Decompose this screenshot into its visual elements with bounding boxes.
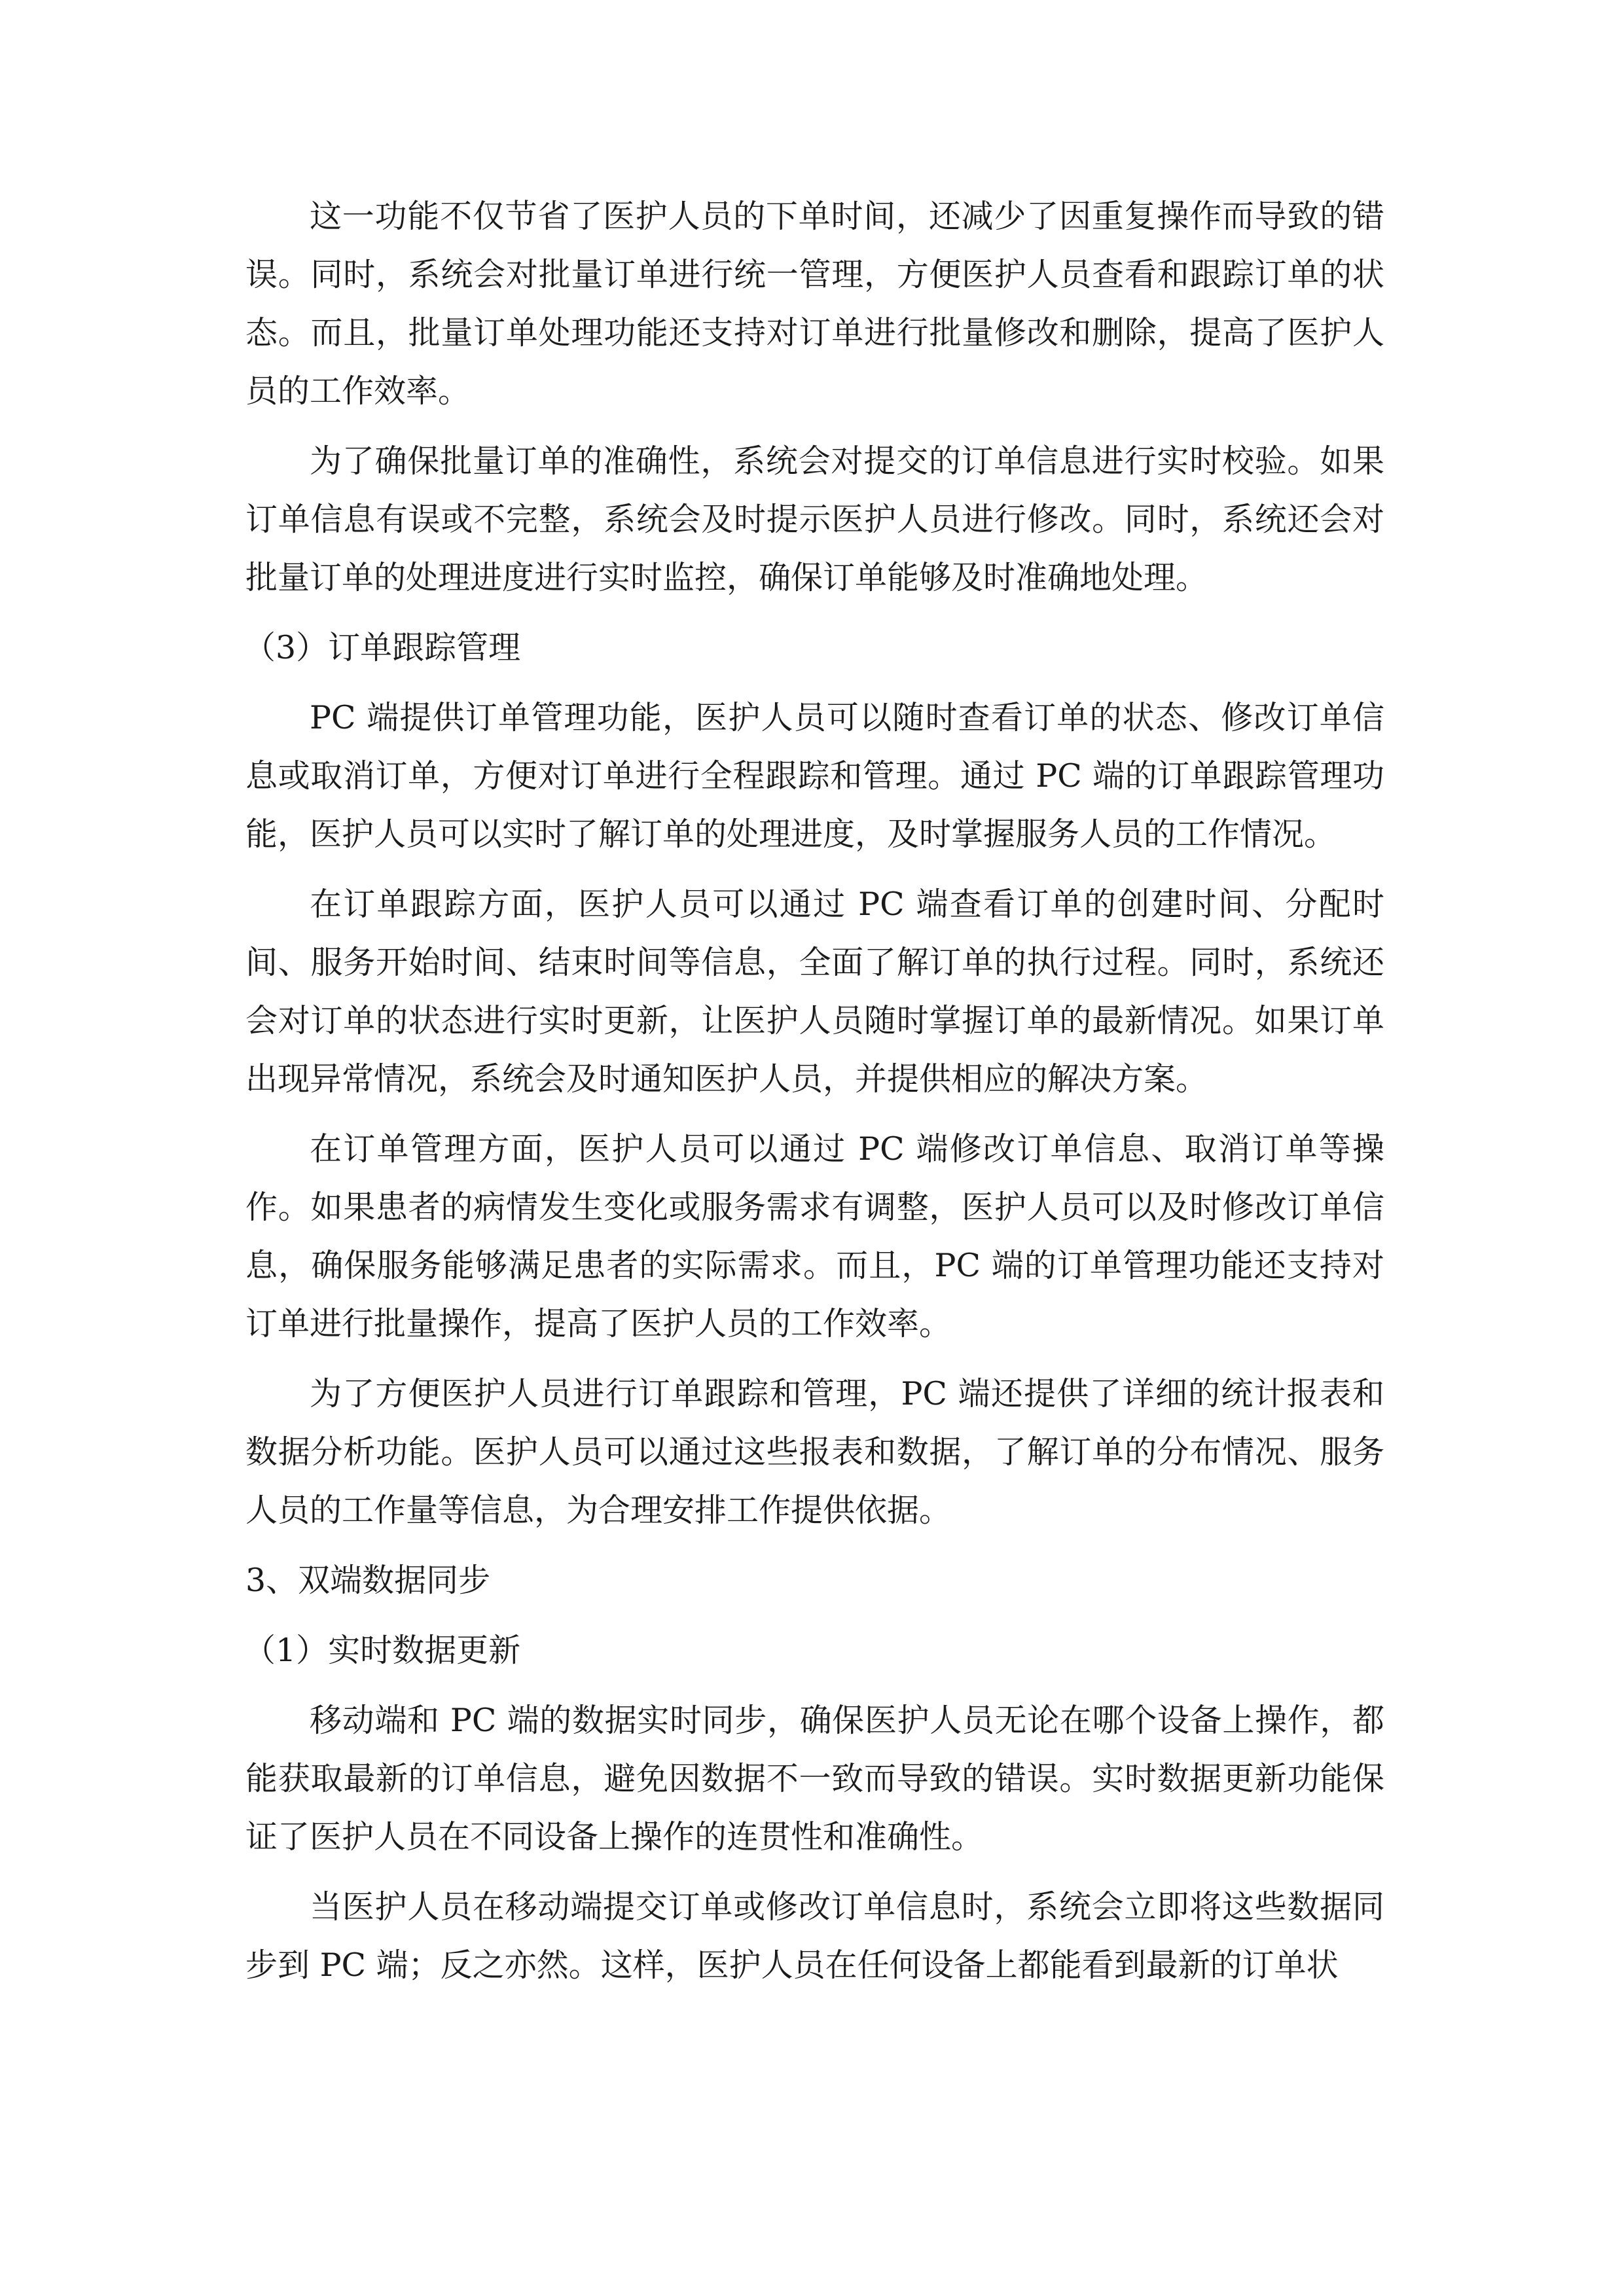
section-heading: （3）订单跟踪管理 xyxy=(244,629,521,666)
paragraph: 当医护人员在移动端提交订单或修改订单信息时，系统会立即将这些数据同步到 PC 端；反之亦然。这样，医护人员在任何设备上都能看到最新的订单状 xyxy=(245,1888,1384,1984)
section-heading: （1）实时数据更新 xyxy=(244,1632,521,1669)
section-heading: 3、双端数据同步 xyxy=(245,1562,491,1599)
document-page xyxy=(245,187,1384,2006)
paragraph: 在订单跟踪方面，医护人员可以通过 PC 端查看订单的创建时间、分配时间、服务开始时间、结束时间等信息，全面了解订单的执行过程。同时，系统还会对订单的状态进行实时更新，让医护人员随时掌握订单的最新情况。如果订单出现异常情况，系统会及时通知医护人员，并提供相应的解决方案。 xyxy=(245,886,1384,1098)
paragraph: 在订单管理方面，医护人员可以通过 PC 端修改订单信息、取消订单等操作。如果患者的病情发生变化或服务需求有调整，医护人员可以及时修改订单信息，确保服务能够满足患者的实际需求。而且，PC 端的订单管理功能还支持对订单进行批量操作，提高了医护人员的工作效率。 xyxy=(245,1130,1384,1342)
paragraph: 为了确保批量订单的准确性，系统会对提交的订单信息进行实时校验。如果订单信息有误或不完整，系统会及时提示医护人员进行修改。同时，系统还会对批量订单的处理进度进行实时监控，确保订单能够及时准确地处理。 xyxy=(245,442,1384,596)
paragraph: 为了方便医护人员进行订单跟踪和管理，PC 端还提供了详细的统计报表和数据分析功能。医护人员可以通过这些报表和数据，了解订单的分布情况、服务人员的工作量等信息，为合理安排工作提供依据。 xyxy=(245,1375,1384,1529)
paragraph: 这一功能不仅节省了医护人员的下单时间，还减少了因重复操作而导致的错误。同时，系统会对批量订单进行统一管理，方便医护人员查看和跟踪订单的状态。而且，批量订单处理功能还支持对订单进行批量修改和删除，提高了医护人员的工作效率。 xyxy=(245,198,1384,410)
paragraph: 移动端和 PC 端的数据实时同步，确保医护人员无论在哪个设备上操作，都能获取最新的订单信息，避免因数据不一致而导致的错误。实时数据更新功能保证了医护人员在不同设备上操作的连贯性和准确性。 xyxy=(245,1702,1384,1856)
paragraph: PC 端提供订单管理功能，医护人员可以随时查看订单的状态、修改订单信息或取消订单，方便对订单进行全程跟踪和管理。通过 PC 端的订单跟踪管理功能，医护人员可以实时了解订单的处理进度，及时掌握服务人员的工作情况。 xyxy=(245,699,1384,853)
